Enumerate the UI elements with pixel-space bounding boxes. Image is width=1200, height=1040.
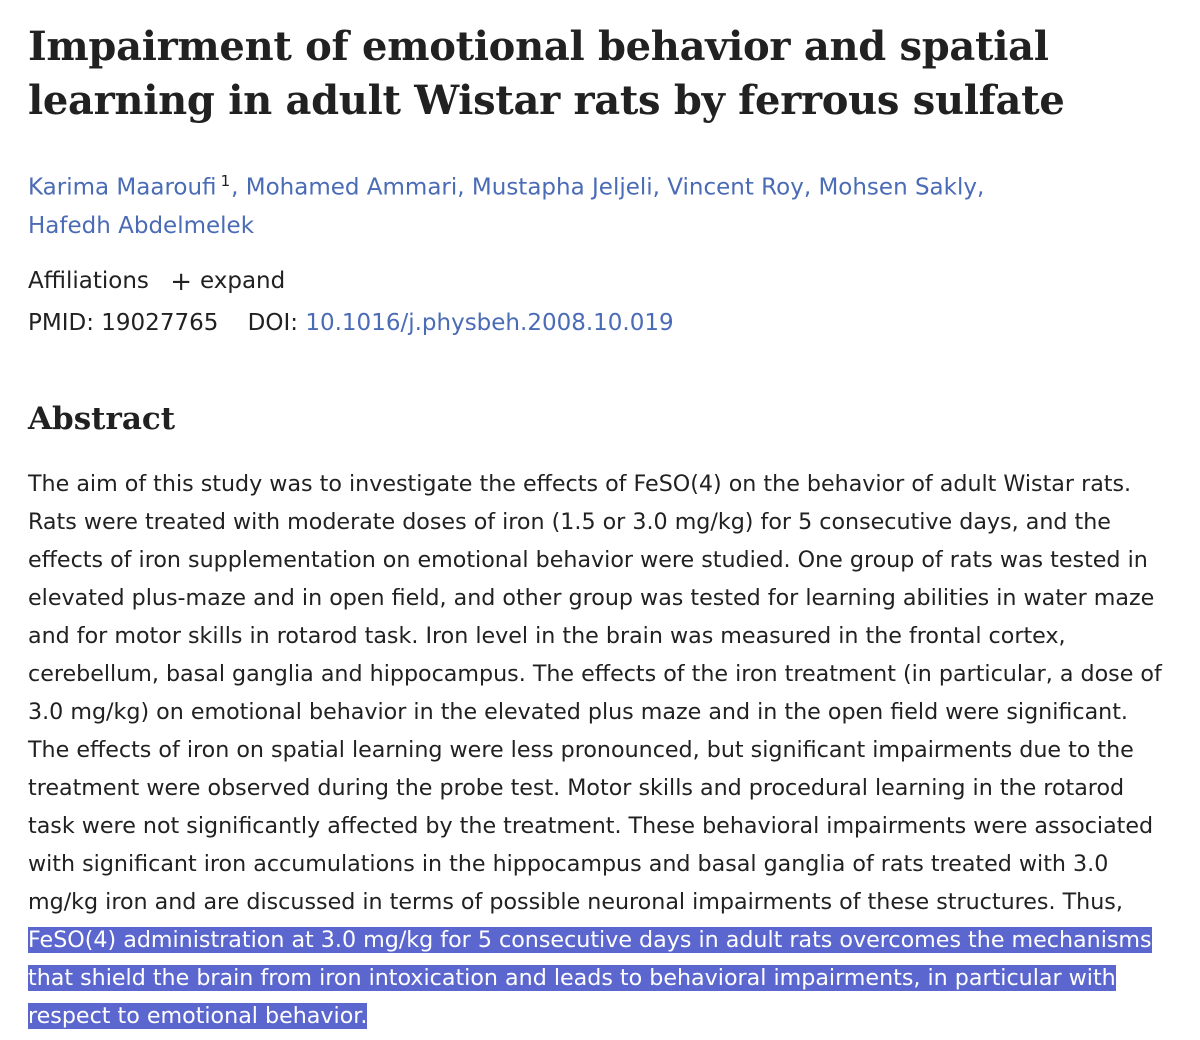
expand-affiliations-button[interactable] — [170, 263, 285, 299]
author-separator: , — [652, 174, 668, 201]
author-link[interactable]: Vincent Roy — [667, 174, 804, 201]
author-link[interactable]: Hafedh Abdelmelek — [28, 212, 255, 239]
doi-label: DOI: — [247, 309, 299, 336]
affiliations-row — [28, 263, 1168, 299]
abstract-body — [28, 465, 1168, 1035]
author-separator: , — [976, 174, 985, 201]
author-link[interactable]: Karima Maaroufi — [28, 174, 217, 201]
pmid-value: 19027765 — [101, 309, 219, 336]
plus-icon: + — [170, 266, 192, 297]
doi-link[interactable]: 10.1016/j.physbeh.2008.10.019 — [305, 309, 674, 336]
expand-label: expand — [200, 267, 286, 294]
pmid-label: PMID: — [28, 309, 94, 336]
abstract-heading: Abstract — [28, 400, 176, 437]
author-separator: , — [231, 174, 246, 201]
article-page — [28, 0, 1168, 1035]
identifiers-row — [28, 305, 1168, 341]
affiliation-ref[interactable]: 1 — [220, 172, 231, 190]
article-title: Impairment of emotional behavior and spatial learning in adult Wistar rats by ferrous sulfate — [28, 23, 1065, 124]
affiliations-label: Affiliations — [28, 267, 149, 294]
selected-text: FeSO(4) administration at 3.0 mg/kg for 5 consecutive days in adult rats overcomes the mechanisms that shield the brain from iron intoxication and leads to behavioral impairments, in particular with respect to emotional behavior. — [28, 926, 1152, 1029]
author-separator: , — [803, 174, 819, 201]
abstract-text: The aim of this study was to investigate the effects of FeSO(4) on the behavior of adult Wistar rats. Rats were treated with moderate doses of iron (1.5 or 3.0 mg/kg) for 5 consecutive days, and the effects of iron supplementation on emotional behavior were studied. One group of rats was tested in elevated plus-maze and in open field, and other group was tested for learning abilities in water maze and for motor skills in rotarod task. Iron level in the brain was measured in the frontal cortex, cerebellum, basal ganglia and hippocampus. The effects of the iron treatment (in particular, a dose of 3.0 mg/kg) on emotional behavior in the elevated plus maze and in the open field were significant. The effects of iron on spatial learning were less pronounced, but significant impairments due to the treatment were observed during the probe test. Motor skills and procedural learning in the rotarod task were not significantly affected by the treatment. These behavioral impairments were associated with significant iron accumulations in the hippocampus and basal ganglia of rats treated with 3.0 mg/kg iron and are discussed in terms of possible neuronal impairments of these structures. Thus, — [28, 470, 1162, 915]
author-link[interactable]: Mohamed Ammari — [245, 174, 458, 201]
author-link[interactable]: Mustapha Jeljeli — [471, 174, 653, 201]
author-list — [28, 162, 1168, 245]
author-separator: , — [457, 174, 472, 201]
author-link[interactable]: Mohsen Sakly — [818, 174, 977, 201]
